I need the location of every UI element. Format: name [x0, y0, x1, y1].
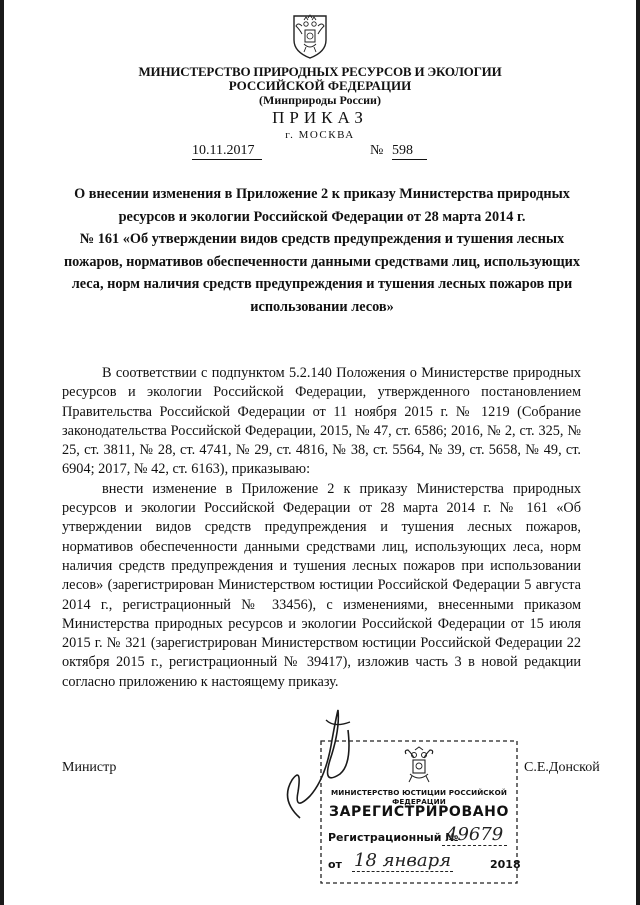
- title-line: пожаров, нормативов обеспеченности данными средствами лиц, использующих: [63, 253, 581, 270]
- stamp-organization: МИНИСТЕРСТВО ЮСТИЦИИ РОССИЙСКОЙ ФЕДЕРАЦИИ: [331, 788, 507, 806]
- document-title: [62, 183, 582, 318]
- coat-of-arms-icon: [290, 12, 330, 60]
- title-line: О внесении изменения в Приложение 2 к приказу Министерства природных: [74, 186, 570, 202]
- signatory-position: Министр: [62, 760, 117, 775]
- stamp-coat-of-arms-icon: [400, 746, 438, 784]
- number-label: №: [370, 143, 384, 158]
- title-line: № 161 «Об утверждении видов средств предупреждения и тушения лесных: [79, 231, 565, 247]
- title-line: леса, норм наличия средств предупреждения и тушения лесных пожаров при: [71, 276, 573, 292]
- stamp-year: 2018: [490, 858, 521, 871]
- registration-stamp: [320, 740, 521, 884]
- ministry-name-line2: РОССИЙСКОЙ ФЕДЕРАЦИИ: [228, 78, 412, 93]
- order-date: 10.11.2017: [192, 143, 262, 160]
- stamp-date-handwritten: 18 января: [354, 850, 452, 871]
- body-paragraph-preamble: В соответствии с подпунктом 5.2.140 Положения о Министерстве природных ресурсов и экологии Российской Федерации, утвержденного постановлением Правительства Российской Федерации от 11 ноября 2015 г. № 1219 (Собрание законодательства Российской Федерации, 2015, № 47, ст. 6586; 2016, № 2, ст. 325, № 25, ст. 3811, № 28, ст. 4741, № 29, ст. 4816, № 38, ст. 5564, № 39, ст. 5658, № 49, ст. 6904; 2017, № 42, ст. 6163), приказываю:: [62, 365, 581, 478]
- stamp-reg-label: Регистрационный №: [328, 831, 459, 844]
- title-line: использовании лесов»: [250, 298, 394, 315]
- body-paragraph-order: внести изменение в Приложение 2 к приказу Министерства природных ресурсов и экологии Российской Федерации от 28 марта 2014 г. № 161 «Об утверждении видов средств предупреждения и тушения лесных пожаров, нормативов обеспеченности данными средствами лиц, использующих леса, норм наличия средств предупреждения и тушения лесных пожаров при использовании лесов» (зарегистрирован Министерством юстиции Российской Федерации 5 августа 2014 г., регистрационный № 33456), с изменениями, внесенными приказом Министерства природных ресурсов и экологии Российской Федерации от 15 июля 2015 г. № 321 (зарегистрирован Министерством юстиции Российской Федерации 22 октября 2015 г., регистрационный № 39417), изложив часть 3 в новой редакции согласно приложению к настоящему приказу.: [62, 480, 581, 690]
- stamp-reg-number: 49679: [442, 824, 507, 846]
- document-body: [62, 364, 581, 692]
- ministry-name-line1: МИНИСТЕРСТВО ПРИРОДНЫХ РЕСУРСОВ И ЭКОЛОГИИ: [138, 64, 502, 79]
- order-number: 598: [392, 143, 427, 160]
- city: г. МОСКВА: [285, 129, 355, 141]
- stamp-date-prefix: от: [328, 858, 342, 871]
- ministry-short-name: (Минприроды России): [259, 93, 381, 107]
- signatory-name: С.Е.Донской: [524, 760, 600, 775]
- stamp-status: ЗАРЕГИСТРИРОВАНО: [329, 804, 509, 820]
- document-type: ПРИКАЗ: [272, 108, 368, 127]
- title-line: ресурсов и экологии Российской Федерации от 28 марта 2014 г.: [118, 208, 526, 225]
